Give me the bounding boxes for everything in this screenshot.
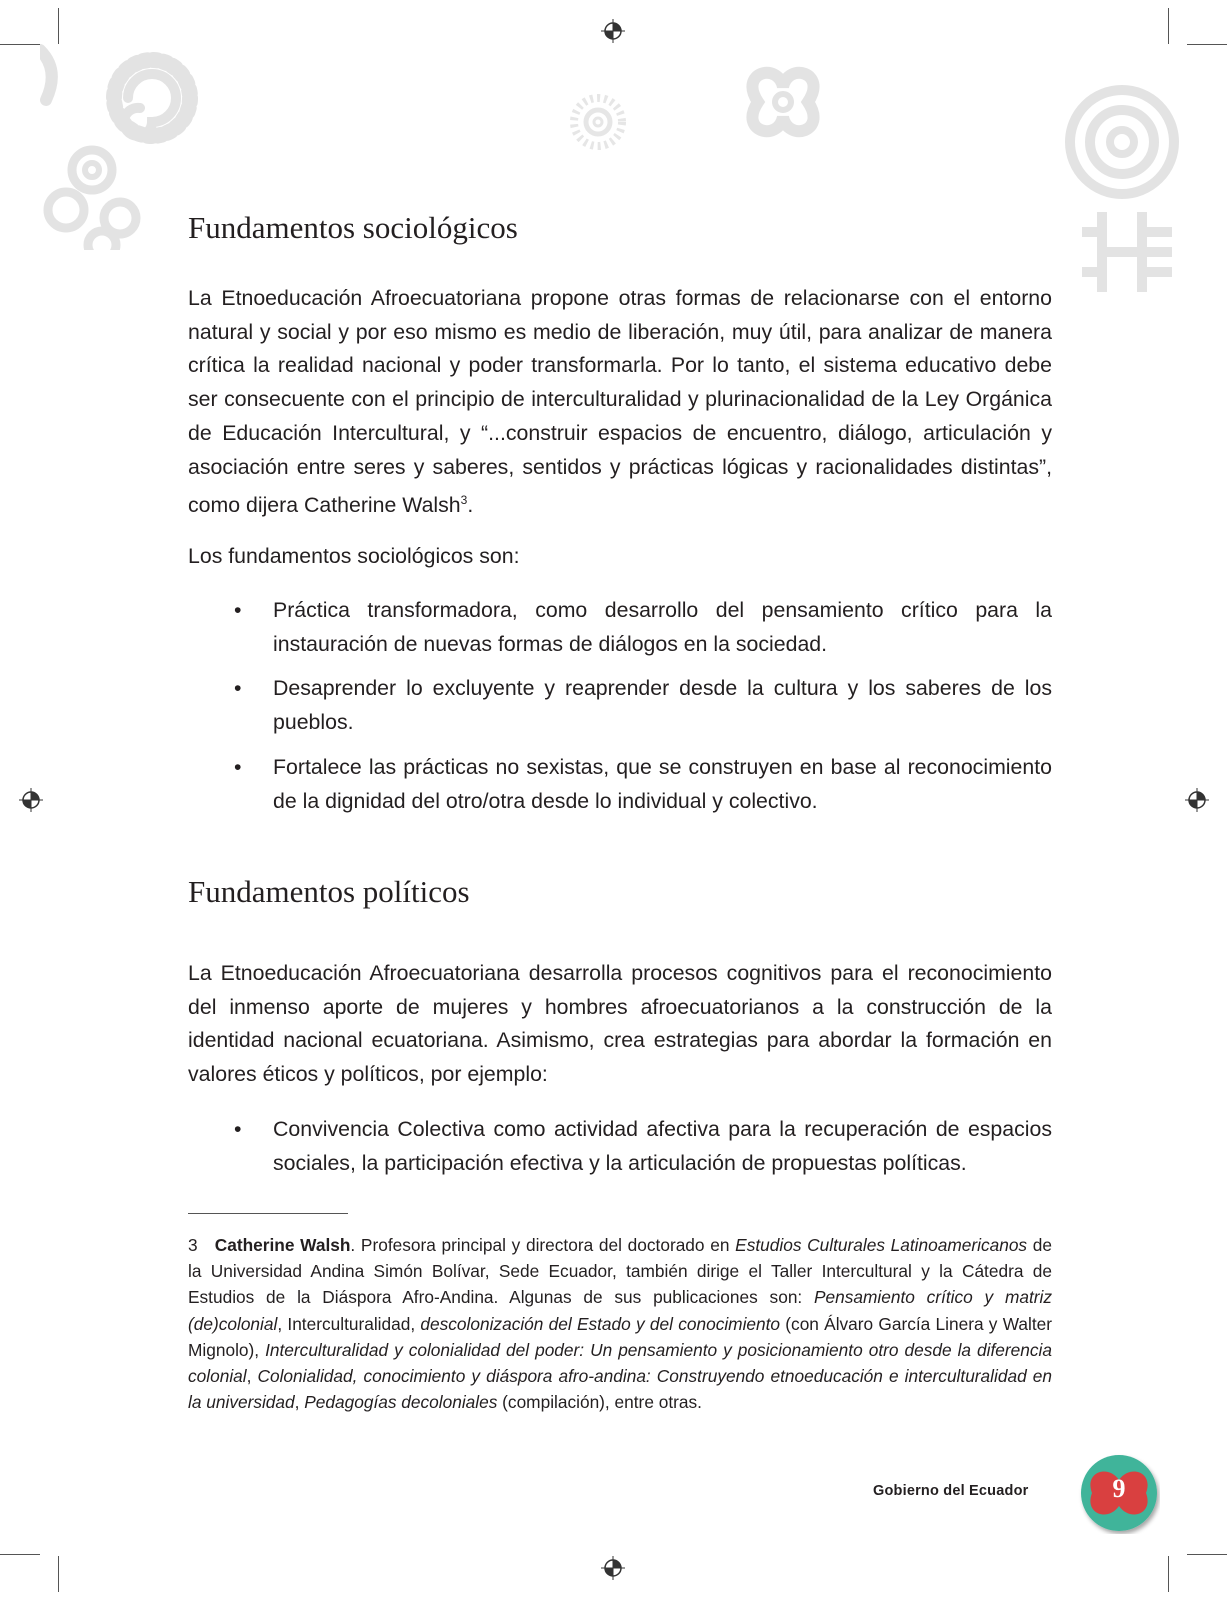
footnote-text: (compilación), entre otras. bbox=[497, 1392, 702, 1413]
footnote-title: Colonialidad, conocimiento y diáspora afro-andina: Construyendo etnoeducación e interculturalidad en la universidad bbox=[188, 1366, 1052, 1413]
crop-mark bbox=[1187, 1554, 1227, 1555]
footnote-title: Interculturalidad y colonialidad del poder: Un pensamiento y posicionamiento otro desde la diferencia colonial bbox=[188, 1339, 1052, 1387]
footnote bbox=[188, 1232, 1052, 1415]
crop-mark bbox=[0, 1554, 40, 1555]
paragraph-end: . bbox=[467, 493, 474, 518]
footnote-number: 3 bbox=[188, 1235, 198, 1255]
crop-mark bbox=[1168, 8, 1169, 44]
footnote-divider bbox=[188, 1213, 348, 1214]
footnote-reference: 3 bbox=[460, 493, 468, 508]
footnote-title: Pedagogías decoloniales bbox=[304, 1392, 498, 1413]
registration-mark-icon bbox=[19, 788, 43, 812]
list-item bbox=[188, 751, 1052, 818]
bullet-icon: • bbox=[234, 676, 242, 701]
footnote-text: de la Universidad Andina Simón Bolívar, Sede Ecuador, también dirige el Taller Intercultural y la Cátedra de Estudios de la Diáspora Afro-Andina. Algunas de sus publicaciones son: bbox=[188, 1235, 1053, 1308]
list-item bbox=[188, 672, 1052, 739]
footnote-text: , bbox=[294, 1392, 305, 1413]
paragraph-text: La Etnoeducación Afroecuatoriana propone otras formas de relacionarse con el entorno natural y social y por eso mismo es medio de liberación, muy útil, para analizar de manera crítica la realidad nacional y poder transformarla. Por lo tanto, el sistema educativo debe ser consecuente con el principio de interculturalidad y plurinacionalidad de la Ley Orgánica de Educación Intercultural, y “...construir espacios de encuentro, diálogo, articulación y asociación entre seres y saberes, sentidos y prácticas lógicas y racionalidades distintas”, como dijera Catherine Walsh bbox=[188, 286, 1052, 518]
section-title-politicos: Fundamentos políticos bbox=[188, 874, 470, 909]
crop-mark bbox=[1187, 44, 1227, 45]
spiral-ornament-icon bbox=[568, 92, 628, 152]
crop-mark bbox=[1168, 1556, 1169, 1592]
footnote-title: descolonización del Estado y del conocimiento bbox=[420, 1313, 781, 1334]
page-number: 9 bbox=[1112, 1474, 1126, 1503]
spiral-ornament-icon bbox=[1062, 82, 1192, 302]
bullet-icon: • bbox=[234, 598, 242, 622]
crop-mark bbox=[58, 1556, 59, 1592]
section-title-sociologicos: Fundamentos sociológicos bbox=[188, 210, 518, 245]
list-item bbox=[188, 1113, 1052, 1180]
footer-publisher: Gobierno del Ecuador bbox=[873, 1483, 1029, 1499]
registration-mark-icon bbox=[601, 19, 625, 43]
list-item-text: Convivencia Colectiva como actividad afectiva para la recuperación de espacios sociales, la participación efectiva y la articulación de propuestas políticas. bbox=[273, 1117, 1052, 1175]
footnote-text: (con Álvaro García Linera y Walter Mignolo), bbox=[188, 1313, 1052, 1360]
footnote-text: , Interculturalidad, bbox=[277, 1313, 421, 1334]
crop-mark bbox=[58, 8, 59, 44]
footnote-title: Estudios Culturales Latinoamericanos bbox=[735, 1235, 1028, 1255]
crop-mark bbox=[0, 44, 40, 45]
bullet-list-politicos bbox=[188, 1113, 1052, 1180]
list-item-text: Práctica transformadora, como desarrollo del pensamiento crítico para la instauración de nuevas formas de diálogos en la sociedad. bbox=[273, 598, 1052, 656]
footnote-text: , bbox=[246, 1366, 258, 1387]
paragraph-sociologicos bbox=[188, 282, 1052, 523]
list-item-text: Desaprender lo excluyente y reaprender desde la cultura y los saberes de los pueblos. bbox=[273, 676, 1052, 735]
footnote-text: . Profesora principal y directora del doctorado en bbox=[350, 1235, 736, 1255]
registration-mark-icon bbox=[1185, 788, 1209, 812]
bullet-icon: • bbox=[234, 754, 242, 779]
footnote-title: Pensamiento crítico y matriz (de)colonial bbox=[188, 1287, 1052, 1334]
bullet-list-sociologicos bbox=[188, 594, 1052, 818]
footnote-author: Catherine Walsh bbox=[214, 1235, 351, 1255]
list-lead: Los fundamentos sociológicos son: bbox=[188, 544, 520, 568]
spiral-ornament-icon bbox=[738, 62, 828, 142]
paragraph-politicos: La Etnoeducación Afroecuatoriana desarrolla procesos cognitivos para el reconocimiento del inmenso aporte de mujeres y hombres afroecuatorianos a la construcción de la identidad nacional ecuatoriana. Asimismo, crea estrategias para abordar la formación en valores éticos y políticos, por ejemplo: bbox=[188, 961, 1052, 1087]
spiral-ornament-icon bbox=[40, 40, 200, 250]
list-item bbox=[188, 594, 1052, 661]
registration-mark-icon bbox=[601, 1556, 625, 1580]
bullet-icon: • bbox=[234, 1117, 242, 1141]
list-item-text: Fortalece las prácticas no sexistas, que se construyen en base al reconocimiento de la dignidad del otro/otra desde lo individual y colectivo. bbox=[273, 754, 1052, 813]
